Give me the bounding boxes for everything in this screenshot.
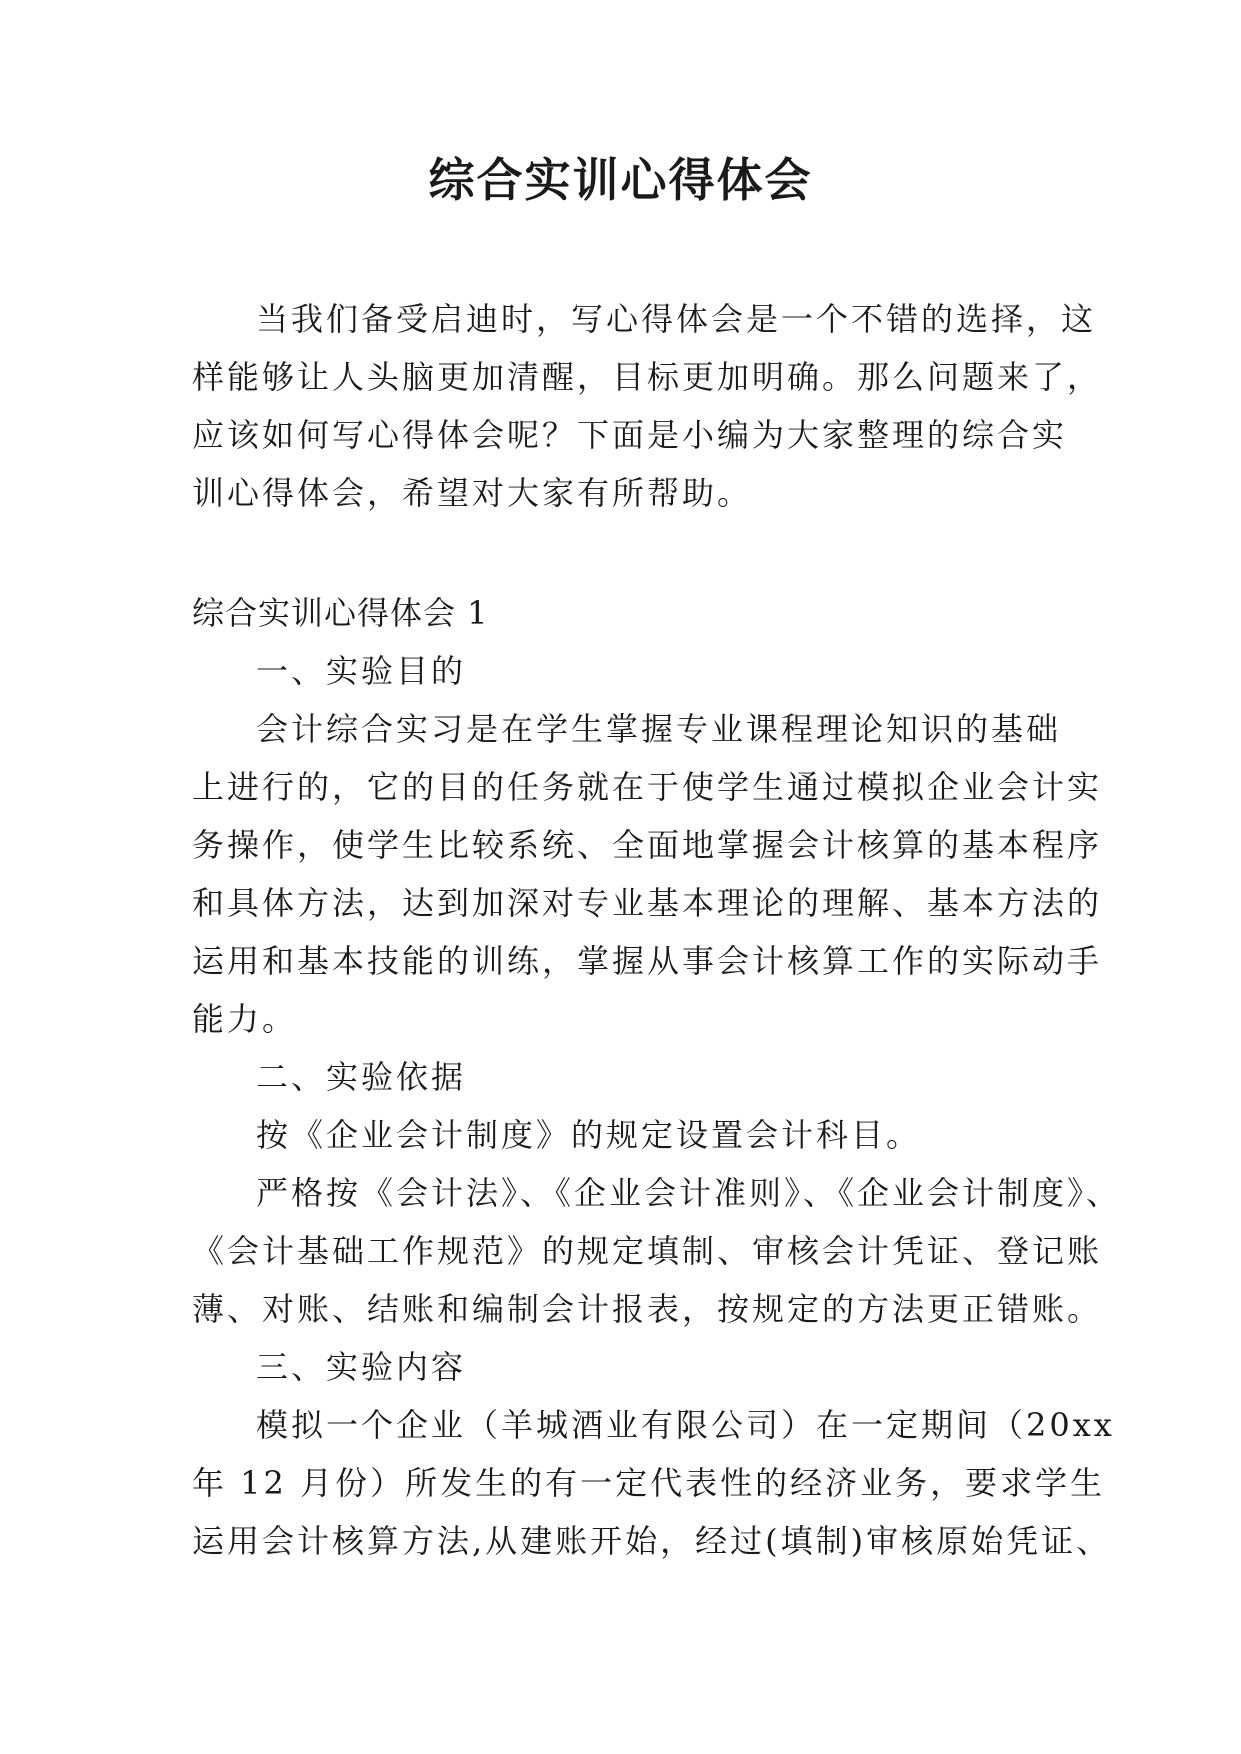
document-title: 综合实训心得体会 [428, 153, 813, 207]
heading-objective: 一、实验目的 [256, 652, 467, 690]
paragraph-line: 和具体方法，达到加深对专业基本理论的理解、基本方法的 [192, 884, 1103, 922]
paragraph-line: 会计综合实习是在学生掌握专业课程理论知识的基础 [256, 710, 1062, 748]
paragraph-line: 运用和基本技能的训练，掌握从事会计核算工作的实际动手 [192, 942, 1103, 980]
heading-content: 三、实验内容 [256, 1348, 467, 1386]
paragraph-line: 年 12 月份）所发生的有一定代表性的经济业务，要求学生 [192, 1464, 1106, 1502]
paragraph-line: 运用会计核算方法,从建账开始，经过(填制)审核原始凭证、 [192, 1522, 1112, 1560]
paragraph-line: 上进行的，它的目的任务就在于使学生通过模拟企业会计实 [192, 768, 1103, 806]
intro-line: 应该如何写心得体会呢？下面是小编为大家整理的综合实 [192, 416, 1068, 454]
paragraph-line: 务操作，使学生比较系统、全面地掌握会计核算的基本程序 [192, 826, 1103, 864]
intro-line: 训心得体会，希望对大家有所帮助。 [192, 474, 753, 512]
intro-line: 当我们备受启迪时，写心得体会是一个不错的选择，这 [256, 300, 1097, 338]
paragraph-line: 能力。 [192, 1000, 298, 1038]
section-title: 综合实训心得体会 1 [192, 594, 489, 632]
intro-paragraph [192, 290, 1103, 522]
intro-line: 样能够让人头脑更加清醒，目标更加明确。那么问题来了， [192, 358, 1103, 396]
paragraph-line: 《会计基础工作规范》的规定填制、审核会计凭证、登记账 [192, 1232, 1103, 1270]
paragraph-line: 按《企业会计制度》的规定设置会计科目。 [256, 1116, 922, 1154]
paragraph-line: 模拟一个企业（羊城酒业有限公司）在一定期间（20xx [256, 1406, 1115, 1444]
heading-basis: 二、实验依据 [256, 1058, 467, 1096]
paragraph-line: 严格按《会计法》、《企业会计准则》、《企业会计制度》、 [256, 1174, 1122, 1212]
paragraph-line: 薄、对账、结账和编制会计报表，按规定的方法更正错账。 [192, 1290, 1103, 1328]
article-body [192, 642, 1122, 1570]
